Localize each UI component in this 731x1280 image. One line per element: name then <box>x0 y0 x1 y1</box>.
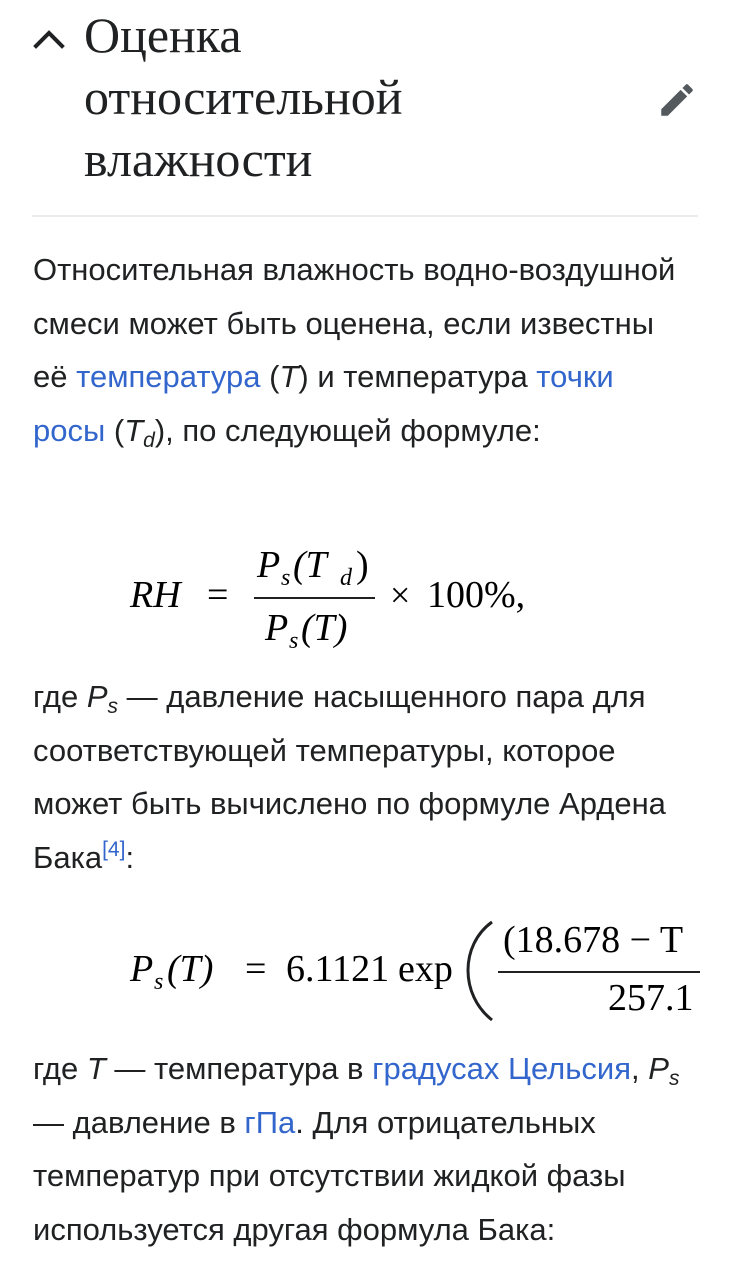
section-title: Оценка относительной влажности <box>84 7 403 187</box>
buck-formula-p: P <box>130 948 154 990</box>
intro-text-1: Относительная влажность водно-воздушной смеси может быть оцененa, если известны её <box>33 252 676 394</box>
formula-rh-num-arg-sub: d <box>340 565 352 591</box>
section-header <box>0 0 731 216</box>
formula-rh-den-arg: (T) <box>301 607 348 649</box>
buck-formula <box>120 910 700 1030</box>
buck-formula-denominator: 257.1 <box>608 977 694 1019</box>
formula-rh-lhs: RH <box>130 574 181 616</box>
legend-ps-variable-base: P <box>648 1051 669 1086</box>
legend-text-5: . Для отрицательных температур при отсутствии жидкой фазы используется другая формула Бака: <box>33 1104 626 1247</box>
temperature-variable: T <box>279 359 299 394</box>
intro-text-2: ( <box>260 359 280 394</box>
reference-4[interactable] <box>102 838 125 861</box>
intro-text-3: ) и температура <box>298 359 537 394</box>
hpa-link[interactable]: гПа <box>244 1104 296 1140</box>
formula-rh-times: × <box>390 575 411 615</box>
formula-rh-den-s: s <box>289 628 299 654</box>
formula-rh-den-p: P <box>265 607 289 649</box>
formula-rh-equals: = <box>207 574 229 616</box>
relative-humidity-formula <box>120 535 560 655</box>
ps-text-1: где <box>33 679 87 714</box>
legend-text-1: где <box>33 1051 87 1086</box>
intro-text-5: ), по следующей формуле: <box>154 412 541 448</box>
legend-text-3: , <box>631 1051 649 1086</box>
chevron-up-icon[interactable] <box>32 24 66 52</box>
ps-variable <box>86 679 119 718</box>
intro-paragraph <box>33 243 693 457</box>
dew-point-variable-subscript: d <box>143 428 155 452</box>
legend-t-variable: T <box>86 1051 106 1086</box>
legend-ps-variable-subscript: s <box>668 1067 680 1090</box>
ps-variable-base: P <box>86 679 108 714</box>
intro-text-4: ( <box>105 412 125 448</box>
buck-formula-equals: = <box>245 948 267 990</box>
buck-formula-numerator: (18.678 − T <box>503 919 684 961</box>
buck-formula-exp: exp <box>398 948 453 990</box>
formula-rh-num-p: P <box>257 544 281 586</box>
reference-4-link[interactable]: [4] <box>102 837 126 861</box>
buck-formula-big-paren <box>468 922 492 1020</box>
legend-paragraph <box>33 1042 693 1256</box>
ps-text-3: : <box>125 839 135 875</box>
buck-formula-arg: (T) <box>167 948 214 990</box>
section-divider <box>32 215 698 217</box>
legend-text-4: — давление в <box>33 1104 245 1140</box>
legend-text-2: — температура в <box>105 1051 373 1086</box>
formula-rh-num-s: s <box>281 565 291 591</box>
legend-ps-variable <box>648 1051 680 1090</box>
buck-formula-coefficient: 6.1121 <box>286 948 390 990</box>
ps-text-2: — давление насыщенного пара для соответствующей температуры, которое может быть вычислено по формуле Ардена Бака <box>33 679 666 875</box>
saturation-pressure-paragraph <box>33 670 693 884</box>
dew-point-variable-base: T <box>124 412 144 448</box>
ps-variable-subscript: s <box>107 695 119 718</box>
formula-rh-percent: 100%, <box>427 574 526 616</box>
dew-point-link[interactable]: точки росы <box>33 359 614 448</box>
celsius-link[interactable]: градусах Цельсия <box>372 1051 632 1086</box>
formula-rh-num-close: ) <box>356 544 369 586</box>
buck-formula-s: s <box>154 969 164 995</box>
dew-point-variable <box>124 412 155 452</box>
formula-rh-num-arg: (T <box>293 544 327 586</box>
pencil-icon[interactable] <box>656 79 698 121</box>
temperature-link[interactable]: температура <box>76 359 261 394</box>
